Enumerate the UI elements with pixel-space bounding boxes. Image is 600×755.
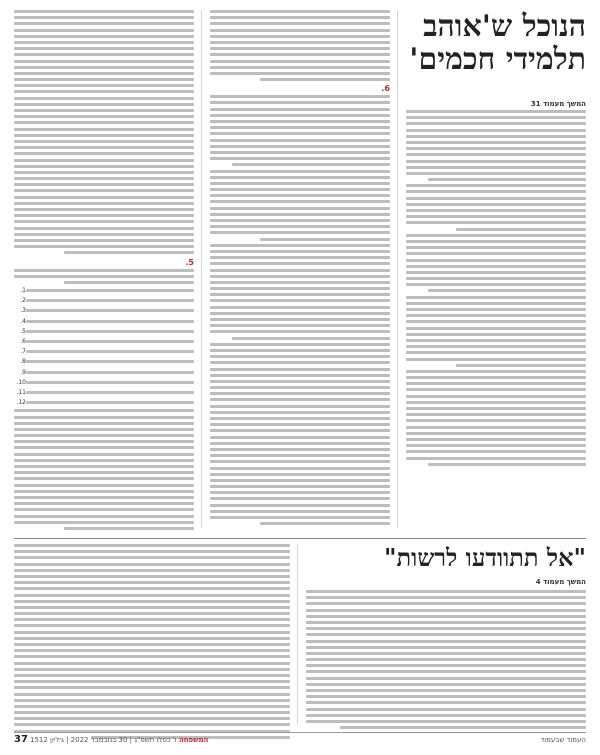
top-column-middle xyxy=(210,10,390,528)
page-number: 37 xyxy=(14,734,28,745)
brand-name: המשפחה xyxy=(178,736,209,744)
bottom-column-right xyxy=(306,590,586,732)
column-divider xyxy=(201,10,202,528)
section-label: העמוד שבעמוד xyxy=(540,736,586,744)
column-divider xyxy=(397,10,398,528)
list-item: 12. xyxy=(14,399,194,406)
top-byline: המשך מעמוד 31 xyxy=(530,100,586,108)
top-column-right xyxy=(406,110,586,528)
top-headline-line-1: הנוכל ש'אוהב xyxy=(423,9,586,44)
list-item: 7. xyxy=(14,348,194,355)
list-item: 5. xyxy=(14,328,194,335)
bottom-byline: המשך מעמוד 4 xyxy=(535,578,586,586)
list-item: 6. xyxy=(14,338,194,345)
list-item: 4. xyxy=(14,318,194,325)
list-item: 8. xyxy=(14,358,194,365)
list-item: 2. xyxy=(14,297,194,304)
page-footer xyxy=(14,732,586,749)
section-number-left: 5. xyxy=(185,257,194,267)
bottom-headline xyxy=(286,544,586,572)
section-rule xyxy=(14,538,586,539)
top-headline xyxy=(400,10,586,96)
bottom-column-left xyxy=(14,544,290,742)
bottom-article xyxy=(14,544,586,724)
list-item: 1. xyxy=(14,287,194,294)
list-item: 11. xyxy=(14,389,194,396)
top-column-left xyxy=(14,10,194,528)
list-item: 10. xyxy=(14,379,194,386)
bottom-headline-text: "אל תתוודעו לרשות" xyxy=(384,543,586,572)
top-headline-line-2: תלמידי חכמים' xyxy=(409,42,586,77)
top-article xyxy=(14,10,586,528)
footer-meta xyxy=(30,736,208,744)
list-item: 9. xyxy=(14,369,194,376)
issue-info: ו' כסלו תשפ"ג | 30 בנובמבר 2022 | גיליון 1512 xyxy=(30,736,177,744)
list-item: 3. xyxy=(14,307,194,314)
section-number: 6. xyxy=(381,84,390,94)
column-divider xyxy=(297,544,298,724)
